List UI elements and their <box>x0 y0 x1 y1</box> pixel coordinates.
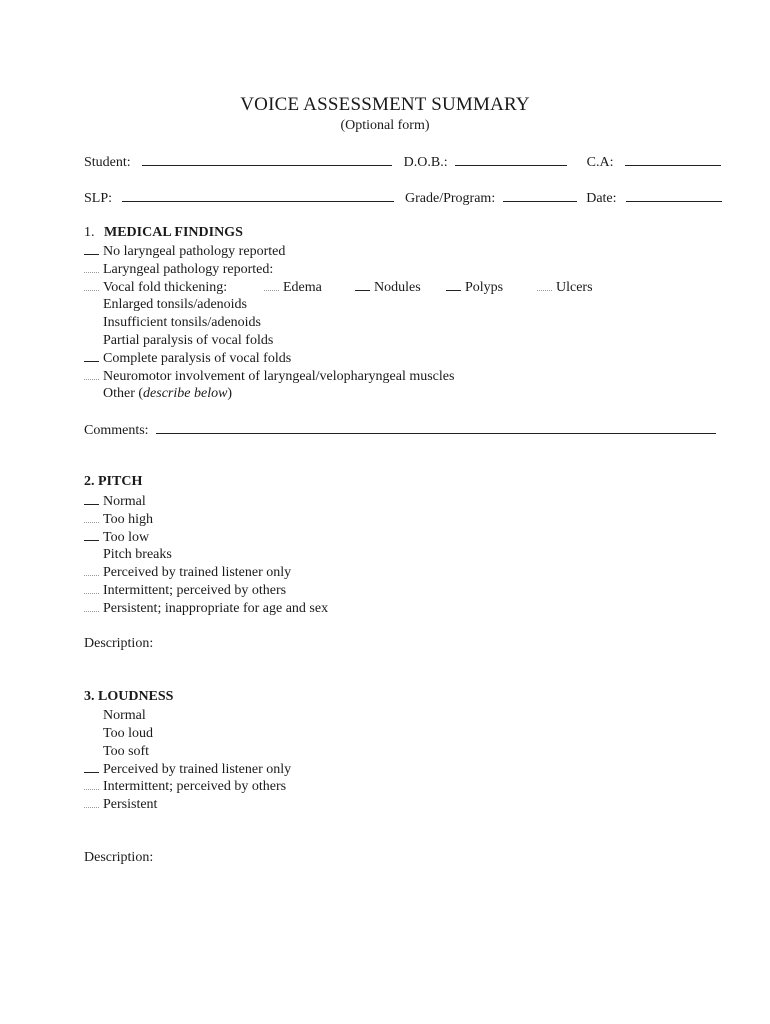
checkbox-blank[interactable] <box>84 314 99 326</box>
comments-field[interactable] <box>156 421 716 434</box>
checkbox-blank[interactable] <box>84 296 99 308</box>
edema-label: Edema <box>283 280 322 295</box>
nodules-label: Nodules <box>374 280 421 295</box>
item-label: No laryngeal pathology reported <box>103 244 286 259</box>
item-label: Enlarged tonsils/adenoids <box>103 297 247 312</box>
checkbox-blank[interactable] <box>446 279 461 291</box>
nodules-option <box>355 279 421 296</box>
checkbox-blank[interactable] <box>84 796 99 808</box>
list-item <box>84 600 328 617</box>
checkbox-blank[interactable] <box>84 725 99 737</box>
ulcers-label: Ulcers <box>556 280 593 295</box>
item-label: Vocal fold thickening: <box>103 280 228 295</box>
checkbox-blank[interactable] <box>84 707 99 719</box>
dob-label: D.O.B.: <box>403 155 448 170</box>
list-item <box>84 296 247 313</box>
item-label: Neuromotor involvement of laryngeal/velopharyngeal muscles <box>103 369 455 384</box>
item-label: Insufficient tonsils/adenoids <box>103 315 261 330</box>
item-label: Persistent <box>103 797 158 812</box>
list-item <box>84 529 149 546</box>
checkbox-blank[interactable] <box>84 546 99 558</box>
student-field[interactable] <box>142 153 392 166</box>
item-label: Persistent; inappropriate for age and sex <box>103 601 329 616</box>
item-label: Too low <box>103 530 150 545</box>
item-label: Intermittent; perceived by others <box>103 779 287 794</box>
loudness-description-label: Description: <box>84 850 154 865</box>
item-label: Partial paralysis of vocal folds <box>103 333 274 348</box>
checkbox-blank[interactable] <box>84 243 99 255</box>
item-label: Intermittent; perceived by others <box>103 583 287 598</box>
list-item <box>84 261 273 278</box>
slp-field[interactable] <box>122 189 394 202</box>
item-label: Pitch breaks <box>103 547 172 562</box>
grade-field[interactable] <box>503 189 577 202</box>
list-item <box>84 332 273 349</box>
student-row <box>84 153 721 171</box>
slp-label: SLP: <box>84 191 113 206</box>
item-label: Normal <box>103 708 146 723</box>
item-label: Too soft <box>103 744 150 759</box>
grade-label: Grade/Program: <box>405 191 496 206</box>
other-close: ) <box>227 386 233 401</box>
ulcers-option <box>537 279 593 296</box>
checkbox-blank[interactable] <box>84 582 99 594</box>
list-item <box>84 725 153 742</box>
list-item <box>84 778 286 795</box>
ca-field[interactable] <box>625 153 721 166</box>
item-label: Complete paralysis of vocal folds <box>103 351 292 366</box>
comments-label: Comments: <box>84 423 149 438</box>
checkbox-blank[interactable] <box>84 564 99 576</box>
checkbox-blank[interactable] <box>84 332 99 344</box>
page-title: VOICE ASSESSMENT SUMMARY <box>240 94 530 115</box>
dob-field[interactable] <box>455 153 567 166</box>
item-label: Too loud <box>103 726 153 741</box>
checkbox-blank[interactable] <box>84 761 99 773</box>
checkbox-blank[interactable] <box>84 511 99 523</box>
checkbox-blank[interactable] <box>537 279 552 291</box>
item-label: Other ( <box>103 386 144 401</box>
list-item <box>84 385 232 402</box>
list-item <box>84 707 146 724</box>
item-label: Laryngeal pathology reported: <box>103 262 274 277</box>
list-item <box>84 761 291 778</box>
checkbox-blank[interactable] <box>355 279 370 291</box>
checkbox-blank[interactable] <box>84 279 99 291</box>
list-item <box>84 564 291 581</box>
list-item <box>84 314 261 331</box>
edema-option <box>264 279 322 296</box>
ca-label: C.A: <box>586 155 614 170</box>
checkbox-blank[interactable] <box>84 385 99 397</box>
comments-row <box>84 421 716 439</box>
date-field[interactable] <box>626 189 722 202</box>
item-label: Too high <box>103 512 153 527</box>
list-item <box>84 368 454 385</box>
polyps-label: Polyps <box>465 280 504 295</box>
list-item <box>84 493 146 510</box>
checkbox-blank[interactable] <box>264 279 279 291</box>
checkbox-blank[interactable] <box>84 529 99 541</box>
other-italic: describe below <box>143 386 228 401</box>
list-item <box>84 243 285 260</box>
page-subtitle: (Optional form) <box>340 118 430 133</box>
pitch-description-label: Description: <box>84 636 154 651</box>
list-item <box>84 511 153 528</box>
slp-row <box>84 189 722 207</box>
medical-heading <box>84 225 243 241</box>
checkbox-blank[interactable] <box>84 368 99 380</box>
list-item <box>84 743 149 760</box>
checkbox-blank[interactable] <box>84 743 99 755</box>
list-item <box>84 279 227 296</box>
list-item <box>84 796 157 813</box>
checkbox-blank[interactable] <box>84 350 99 362</box>
checkbox-blank[interactable] <box>84 493 99 505</box>
polyps-option <box>446 279 503 296</box>
item-label: Normal <box>103 494 146 509</box>
checkbox-blank[interactable] <box>84 600 99 612</box>
checkbox-blank[interactable] <box>84 261 99 273</box>
item-label: Perceived by trained listener only <box>103 762 292 777</box>
date-label: Date: <box>586 191 617 206</box>
list-item <box>84 350 291 367</box>
pitch-title: 2. PITCH <box>84 474 143 489</box>
medical-title: MEDICAL FINDINGS <box>104 225 243 240</box>
medical-number: 1. <box>84 225 95 240</box>
list-item <box>84 546 172 563</box>
loudness-title: 3. LOUDNESS <box>84 689 174 704</box>
list-item <box>84 582 286 599</box>
student-label: Student: <box>84 155 131 170</box>
checkbox-blank[interactable] <box>84 778 99 790</box>
item-label: Perceived by trained listener only <box>103 565 292 580</box>
